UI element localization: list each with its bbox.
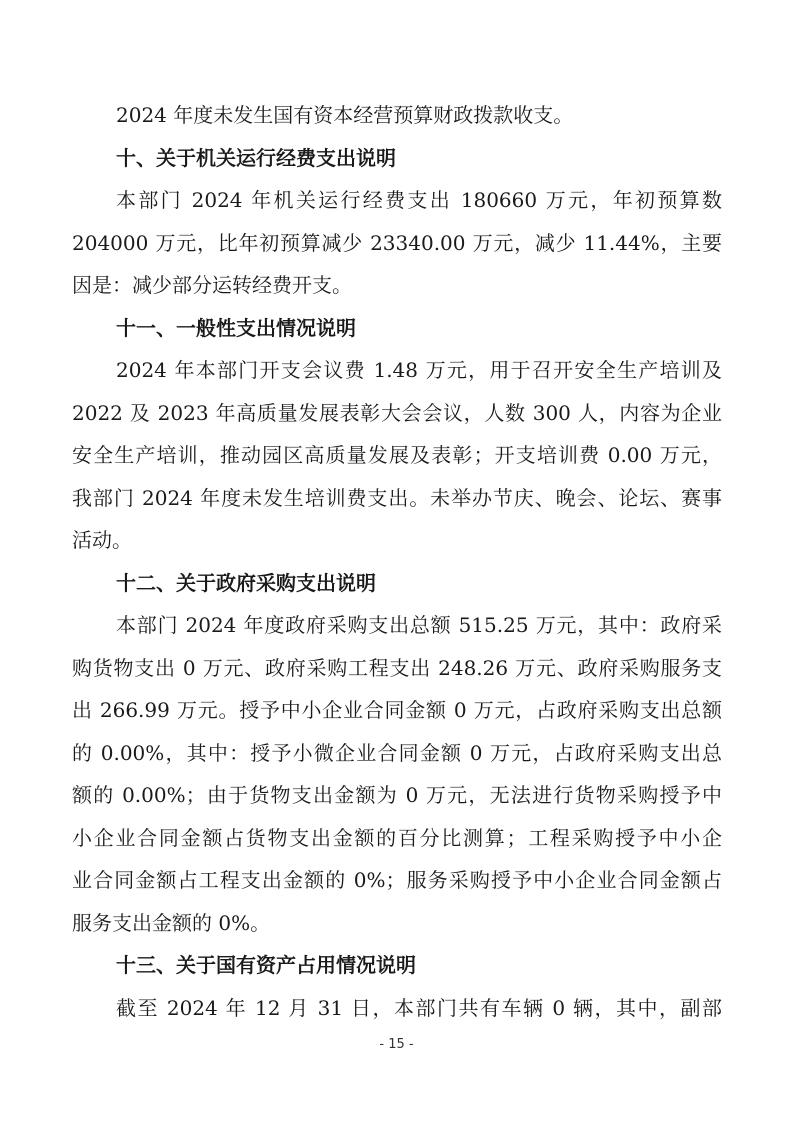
- paragraph-line: 活动。: [72, 528, 132, 552]
- section-heading-13: 十三、关于国有资产占用情况说明: [116, 953, 416, 977]
- paragraph-line: 业合同金额占工程支出金额的 0%；服务采购授予中小企业合同金额占: [72, 868, 722, 892]
- paragraph-line: 安全生产培训，推动园区高质量发展及表彰；开支培训费 0.00 万元，: [72, 443, 722, 467]
- paragraph-line: 额的 0.00%；由于货物支出金额为 0 万元，无法进行货物采购授予中: [72, 783, 722, 807]
- paragraph-line: 2024 年度未发生国有资本经营预算财政拨款收支。: [116, 103, 574, 127]
- paragraph-line: 的 0.00%，其中：授予小微企业合同金额 0 万元，占政府采购支出总: [72, 741, 722, 765]
- section-heading-11: 十一、一般性支出情况说明: [116, 316, 356, 340]
- section-heading-10: 十、关于机关运行经费支出说明: [116, 146, 396, 170]
- paragraph-line: 截至 2024 年 12 月 31 日，本部门共有车辆 0 辆，其中，副部: [116, 996, 722, 1020]
- paragraph-line: 小企业合同金额占货物支出金额的百分比测算；工程采购授予中小企: [72, 826, 722, 850]
- paragraph-line: 本部门 2024 年度政府采购支出总额 515.25 万元，其中：政府采: [116, 613, 722, 637]
- section-heading-12: 十二、关于政府采购支出说明: [116, 571, 376, 595]
- paragraph-line: 因是：减少部分运转经费开支。: [72, 273, 352, 297]
- page-number: - 15 -: [379, 1037, 414, 1052]
- paragraph-line: 出 266.99 万元。授予中小企业合同金额 0 万元，占政府采购支出总额: [72, 698, 722, 722]
- paragraph-line: 2022 及 2023 年高质量发展表彰大会会议，人数 300 人，内容为企业: [72, 401, 722, 425]
- paragraph-line: 购货物支出 0 万元、政府采购工程支出 248.26 万元、政府采购服务支: [72, 656, 722, 680]
- paragraph-line: 我部门 2024 年度未发生培训费支出。未举办节庆、晚会、论坛、赛事: [72, 486, 722, 510]
- paragraph-line: 服务支出金额的 0%。: [72, 911, 271, 935]
- paragraph-line: 本部门 2024 年机关运行经费支出 180660 万元，年初预算数: [116, 188, 722, 212]
- paragraph-line: 204000 万元，比年初预算减少 23340.00 万元，减少 11.44%，主要: [72, 231, 722, 255]
- paragraph-line: 2024 年本部门开支会议费 1.48 万元，用于召开安全生产培训及: [116, 358, 722, 382]
